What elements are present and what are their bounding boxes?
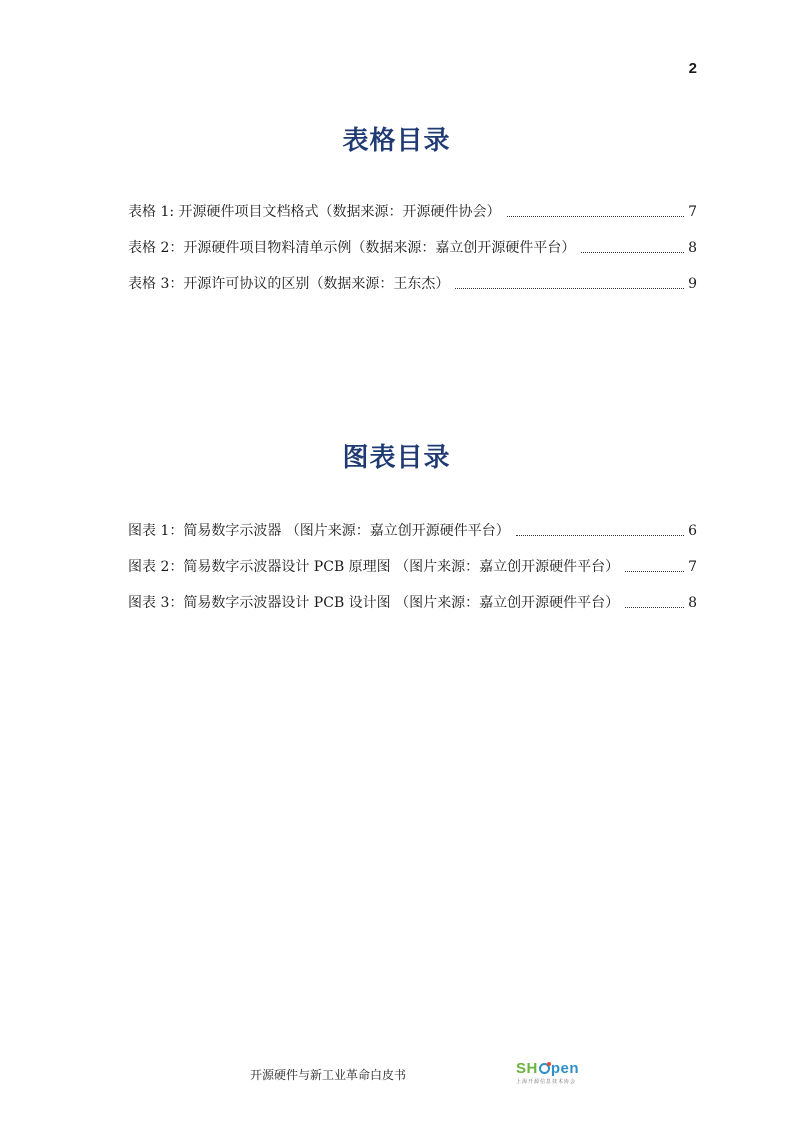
dot-leader (625, 570, 684, 572)
dot-leader (507, 215, 685, 217)
toc-entry-table-1[interactable] (128, 185, 697, 221)
tables-toc-title: 表格目录 (342, 126, 451, 156)
logo-o-icon (539, 1063, 550, 1074)
logo-wordmark (516, 1060, 579, 1077)
toc-entry-label: 图表 2：简易数字示波器设计 PCB 原理图 （图片来源：嘉立创开源硬件平台） (128, 559, 620, 575)
toc-entry-page: 7 (688, 559, 697, 575)
toc-entry-page: 9 (688, 276, 697, 292)
toc-entry-label: 表格 1: 开源硬件项目文档格式（数据来源：开源硬件协会） (128, 204, 501, 220)
logo-subtitle: 上海开源信息技术协会 (516, 1079, 577, 1085)
dot-leader (581, 251, 684, 253)
logo-pen-text: pen (550, 1060, 580, 1077)
toc-entry-label: 表格 3：开源许可协议的区别（数据来源：王东杰） (128, 276, 450, 292)
toc-entry-figure-1[interactable] (128, 504, 697, 540)
dot-leader (516, 534, 684, 536)
tables-toc-list (128, 185, 697, 293)
dot-leader (625, 606, 684, 608)
dot-leader (455, 287, 684, 289)
toc-entry-page: 8 (688, 595, 697, 611)
toc-entry-table-3[interactable] (128, 257, 697, 293)
toc-entry-figure-2[interactable] (128, 540, 697, 576)
toc-entry-label: 图表 1：简易数字示波器 （图片来源：嘉立创开源硬件平台） (128, 523, 510, 539)
toc-entry-label: 表格 2：开源硬件项目物料清单示例（数据来源：嘉立创开源硬件平台） (128, 240, 576, 256)
shopen-logo (516, 1060, 579, 1085)
figures-toc-title: 图表目录 (342, 443, 451, 473)
toc-entry-page: 7 (688, 204, 697, 220)
toc-entry-label: 图表 3：简易数字示波器设计 PCB 设计图 （图片来源：嘉立创开源硬件平台） (128, 595, 620, 611)
figures-toc-list (128, 504, 697, 612)
logo-sh-text: SH (516, 1060, 538, 1077)
toc-entry-page: 6 (688, 523, 697, 539)
footer-document-title: 开源硬件与新工业革命白皮书 (250, 1068, 407, 1082)
toc-entry-table-2[interactable] (128, 221, 697, 257)
toc-entry-page: 8 (688, 240, 697, 256)
toc-entry-figure-3[interactable] (128, 576, 697, 612)
page-number: 2 (688, 60, 697, 77)
